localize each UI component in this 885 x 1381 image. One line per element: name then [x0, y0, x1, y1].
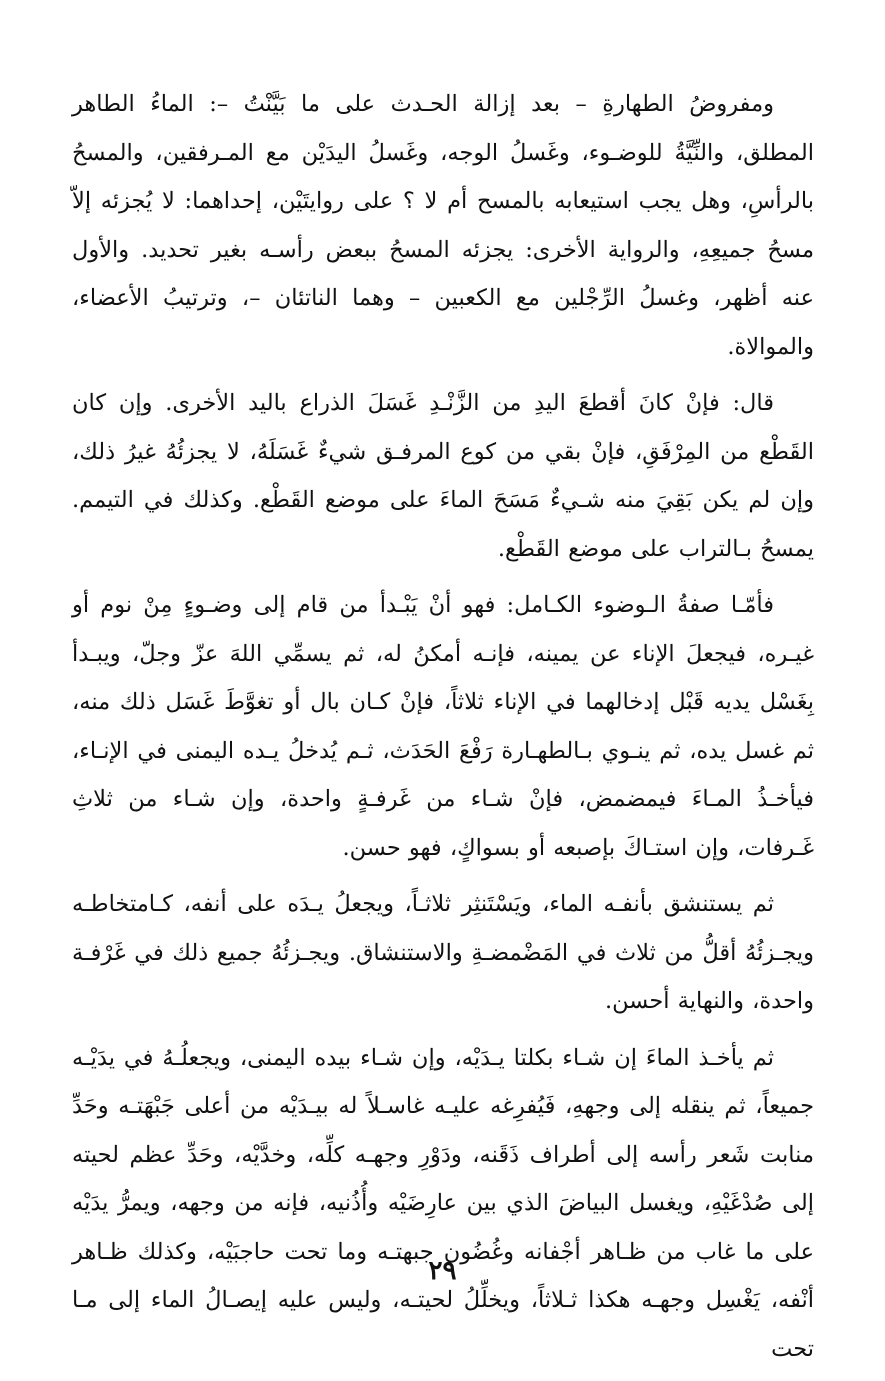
paragraph: ومفروضُ الطهارةِ – بعد إزالة الحـدث على ما بَيَّنْتُ –: الماءُ الطاهر المطلق، والنِّيَّةُ للوضـوء، وغَسلُ الوجه، وغَسلُ اليدَيْن مع المـرفقين، والمسحُ بالرأسِ، وهل يجب استيعابه بالمسح أم لا ؟ على روايتَيْن، إحداهما: لا يُجزئه إلاّ مسحُ جميعِهِ، والرواية الأخرى: يجزئه المسحُ ببعض رأسـه بغير تحديد. والأول عنه أظهر، وغسلُ الرِّجْلين مع الكعبين – وهما الناتئان –، وترتيبُ الأعضاء، والموالاة.	[72, 91, 814, 360]
body-text	[72, 80, 814, 1381]
paragraph: ثم يستنشق بأنفـه الماء، ويَسْتَنثِر ثلاثـاً، ويجعلُ يـدَه على أنفه، كـامتخاطـه ويجـزئُهُ أقلُّ من ثلاث في المَضْمضـةِ والاستنشاق. ويجـزئُهُ جميع ذلك في غَرْفـة واحدة، والنهاية أحسن.	[72, 891, 814, 1014]
paragraph: فأمّـا صفةُ الـوضوء الكـامل: فهو أنْ يَبْـدأ من قام إلى وضـوءٍ مِنْ نوم أو غيـره، فيجعلَ الإناء عن يمينه، فإنـه أمكنُ له، ثم يسمِّي اللهَ عزّ وجلّ، ويبـدأ بِغَسْل يديه قَبْل إدخالهما في الإناء ثلاثاً، فإنْ كـان بال أو تغوَّطَ غَسَل ذلك منه، ثم غسل يده، ثم ينـوي بـالطهـارة رَفْعَ الحَدَث، ثـم يُدخلُ يـده اليمنى في الإنـاء، فيأخـذُ المـاءَ فيمضمض، فإنْ شـاء من غَرفـةٍ واحدة، وإن شـاء من ثلاثِ غَـرفات، وإن استـاكَ بإصبعه أو بسواكٍ، فهو حسن.	[72, 592, 814, 861]
paragraph: قال: فإنْ كانَ أقطعَ اليدِ من الزَّنْـدِ غَسَلَ الذراع باليد الأخرى. وإن كان القَطْع من المِرْفَقِ، فإنْ بقي من كوع المرفـق شيءٌ غَسَلَهُ، لا يجزئُهُ غيرُ ذلك، وإن لم يكن بَقِيَ منه شـيءٌ مَسَحَ الماءَ على موضع القَطْع. وكذلك في التيمم. يمسحُ بـالتراب على موضع القَطْع.	[72, 390, 814, 562]
page-number: ٢٩	[428, 1256, 457, 1286]
paragraph: ثم يأخـذ الماءَ إن شـاء بكلتا يـدَيْه، وإن شـاء بيده اليمنى، ويجعلُـهُ في يدَيْـه جميعاً، ثم ينقله إلى وجههِ، فَيُفرِغه عليـه غاسـلاً له بيـدَيْه من أعلى جَبْهَتـه وحَدِّ منابت شَعر رأسه إلى أطراف ذَقَنه، ودَوْرِ وجهـه كلِّه، وخدَّيْه، وحَدِّ عظم لحيته إلى صُدْغَيْهِ، ويغسل البياضَ الذي بين عارِضَيْه وأُذُنيه، فإنه من وجهه، ويمرُّ يدَيْه على ما غاب من ظـاهر أجْفانه وغُضُون جبهتـه وما تحت حاجبَيْه، وكذلك ظـاهر أنْفه، يَغْسِل وجهـه هكذا ثـلاثاً، ويخلِّلُ لحيتـه، وليس عليه إيصـالُ الماء إلى مـا تحت	[72, 1044, 814, 1362]
